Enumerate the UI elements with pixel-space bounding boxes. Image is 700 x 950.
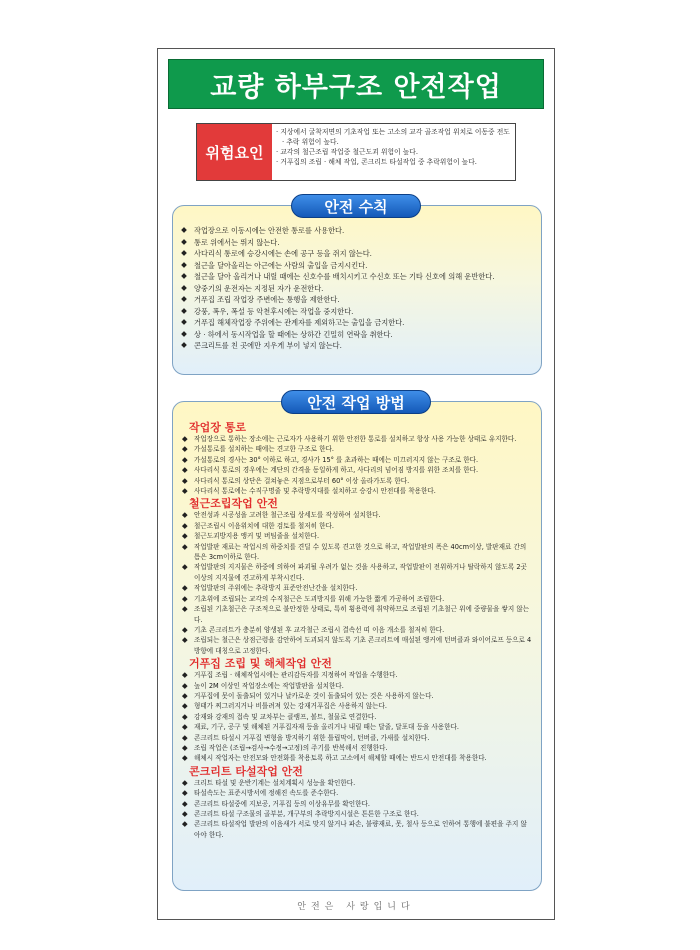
hazard-item: · 거푸집의 조립 · 해체 작업, 콘크리트 타설작업 중 추락위험이 높다. [276, 158, 477, 166]
rule-item: 철근을 달아올리는 아근에는 사람의 출입을 금지시킨다. [179, 260, 533, 272]
method-item: 형태가 찌그러지거나 비틀려져 있는 강재거푸집은 사용하지 않는다. [179, 701, 533, 711]
rule-item: 콘크리트를 친 곳에만 지우게 부이 넣지 않는다. [179, 340, 533, 352]
method-item: 강재와 강재의 접속 및 교차부는 클램프, 볼트, 철물로 연결한다. [179, 712, 533, 722]
method-item: 콘크리트 타설중에 지보공, 거푸집 등의 이상유무를 확인한다. [179, 799, 533, 809]
poster-title: 교량 하부구조 안전작업 [168, 59, 544, 109]
rule-item: 철근을 달아 올리거나 내릴 때에는 신호수를 배치시키고 수신호 또는 기타 신호에 의해 운반한다. [179, 271, 533, 283]
rule-item: 양중기의 운전자는 지정된 자가 운전한다. [179, 283, 533, 295]
safety-poster [157, 48, 555, 920]
method-item: 콘크리트 타설시 거푸집 변형을 방지하기 위한 틀립막이, 턴버클, 가새를 설치한다. [179, 733, 533, 743]
method-item: 콘크리트 타설 구조물의 골부분, 개구부의 추락방지시설은 튼튼한 구조로 한다. [179, 809, 533, 819]
method-item: 해체시 작업자는 안전모와 안전화를 착용토록 하고 고소에서 해체할 때에는 반드시 안전대를 착용한다. [179, 753, 533, 763]
method-item: 사다리식 통로의 상단은 걸쳐놓은 지점으로부터 60° 이상 올라가도록 한다. [179, 476, 533, 486]
rule-item: 강풍, 폭우, 폭설 등 악천후시에는 작업을 중지한다. [179, 306, 533, 318]
method-item: 조립되는 철근은 상점근령을 감안하여 도괴되지 않도록 기초 콘크리트에 매설된 앵커에 턴버클과 와이어로프 등으로 4방향에 대칭으로 고정한다. [179, 635, 533, 656]
method-item: 높이 2M 이상인 작업장소에는 작업발판을 설치한다. [179, 681, 533, 691]
method-item: 거푸집 조립 · 해체작업시에는 관리감독자를 지정하여 작업을 수행한다. [179, 670, 533, 680]
hazard-box [196, 123, 516, 181]
section-list-formwork [179, 670, 533, 764]
section-list-passage [179, 434, 533, 496]
method-item: 콘크리트 타설작업 발판의 이음새가 서로 맞지 않거나 파손, 불량재료, 못, 철사 등으로 인하여 통행에 불편을 주지 않아야 한다. [179, 819, 533, 840]
rule-item: 상 · 하에서 동시작업을 할 때에는 상하간 긴밀히 연락을 취한다. [179, 329, 533, 341]
rule-item: 거푸집 조립 작업장 주변에는 통행을 제한한다. [179, 294, 533, 306]
safety-rules-heading: 안전 수칙 [291, 194, 421, 218]
work-methods-panel [172, 401, 542, 891]
hazard-label: 위험요인 [197, 124, 272, 180]
footer-slogan: 안전은 사랑입니다 [297, 902, 415, 912]
section-title-concrete: 콘크리트 타설작업 안전 [189, 764, 303, 778]
rule-item: 사다리식 통로에 승강시에는 손에 공구 등을 쥐지 않는다. [179, 248, 533, 260]
section-list-rebar [179, 510, 533, 656]
section-list-concrete [179, 778, 533, 840]
safety-rules-list [179, 225, 533, 352]
rule-item: 작업장으로 이동시에는 안전한 통로를 사용한다. [179, 225, 533, 237]
hazard-item: · 교각의 철근조립 작업중 철근도괴 위험이 높다. [276, 148, 419, 156]
section-title-rebar: 철근조립작업 안전 [189, 497, 278, 511]
method-item: 사다리식 통로의 경우에는 계단의 간격을 동일하게 하고, 사다리의 넘어짐 방지를 위한 조치를 한다. [179, 465, 533, 475]
hazard-list [272, 124, 515, 180]
method-item: 작업장으로 통하는 장소에는 근로자가 사용하기 위한 안전한 통로를 설치하고 항상 사용 가능한 상태로 유지한다. [179, 434, 533, 444]
safety-rules-panel [172, 205, 542, 375]
rule-item: 통로 위에서는 뛰지 않는다. [179, 237, 533, 249]
method-item: 거푸집에 못이 돌출되어 있거나 날카로운 것이 돌출되어 있는 것은 사용하지 않는다. [179, 691, 533, 701]
method-item: 철근조립시 이음위치에 대한 검토를 철저히 한다. [179, 521, 533, 531]
method-item: 조립 작업은 (조립→검사→수정→고정)의 주기를 반복해서 진행한다. [179, 743, 533, 753]
method-item: 기초위에 조립되는 교각의 수직철근은 도괴방지를 위해 가능한 짧게 가공하여 조립한다. [179, 594, 533, 604]
section-title-passage: 작업장 통로 [189, 421, 246, 434]
method-item: 타설속도는 표준시방서에 정해진 속도를 준수한다. [179, 788, 533, 798]
method-item: 기초 콘크리트가 충분히 양생된 후 교각철근 조립시 결속선 띠 이음 개소를 철저히 한다. [179, 625, 533, 635]
method-item: 재료, 기구, 공구 및 해체된 거푸집자재 등을 올리거나 내릴 때는 달줄, 달포대 등을 사용한다. [179, 722, 533, 732]
method-item: 작업발판 재료는 작업시의 하중치를 견딜 수 있도록 견고한 것으로 하고, 작업발판의 폭은 40cm이상, 발판재료 간의 틈은 3cm이하로 한다. [179, 542, 533, 563]
method-item: 조립된 기초철근은 구조적으로 불안정한 상태로, 특히 횡용력에 취약하므로 조립된 기초철근 위에 중량물을 쌓지 않는다. [179, 604, 533, 625]
method-item: 크리트 타설 및 운반기계는 설치계획시 성능을 확인한다. [179, 778, 533, 788]
method-item: 가설통로를 설치하는 때에는 견고한 구조로 한다. [179, 444, 533, 454]
hazard-item: · 지상에서 굴착저면의 기초작업 또는 고소의 교각 골조작업 위치로 이동중 전도 · 추락 위험이 높다. [276, 128, 510, 146]
rule-item: 거푸집 해체작업장 주위에는 관계자를 제외하고는 출입을 금지한다. [179, 317, 533, 329]
section-title-formwork: 거푸집 조립 및 해체작업 안전 [189, 657, 332, 671]
method-item: 작업발판의 주위에는 추락방지 표준안전난간을 설치한다. [179, 583, 533, 593]
method-item: 가설통로의 경사는 30° 이하로 하고, 경사가 15° 를 초과하는 때에는 미끄러지지 않는 구조로 한다. [179, 455, 533, 465]
method-item: 작업발판의 지지물은 하중에 의하여 파괴될 우려가 없는 것을 사용하고, 작업발판이 전위하거나 탈락하지 않도록 2곳 이상의 지지물에 견고하게 부착시킨다. [179, 562, 533, 583]
method-item: 사다리식 통로에는 수직구명줄 및 추락방지대를 설치하고 승강시 안전대를 착용한다. [179, 486, 533, 496]
method-item: 철근도괴방지용 앵커 및 버팀줄을 설치한다. [179, 531, 533, 541]
work-methods-heading: 안전 작업 방법 [281, 390, 431, 414]
method-item: 안전성과 시공성을 고려한 철근조립 상세도를 작성하여 설치한다. [179, 510, 533, 520]
